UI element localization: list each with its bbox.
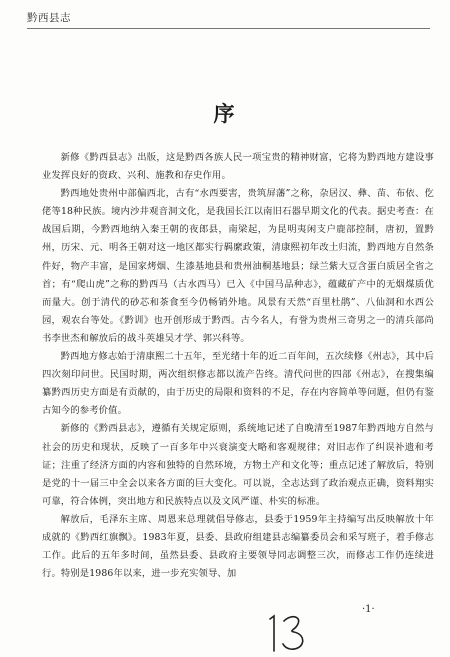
preface-title: 序 xyxy=(213,101,237,126)
paragraph-4: 新修的《黔西县志》，遵循有关规定原则，系统地记述了自晚清至1987年黔西地方自然与社会的历史和现状，反映了一百多年中兴衰演变大略和客观规律；对旧志作了纠误补遗和考证；注重了经济方面的内容和独特的自然环境，方物土产和文化等；重点记述了解放后，特别是党的十一届三中全会以来各方面的巨大变化。可以说，全志达到了政治观点正确，资料翔实可靠，符合体例，突出地方和民族特点以及文风严谨、朴实的标准。 xyxy=(42,423,434,507)
header-rule xyxy=(27,28,430,29)
preface-body xyxy=(42,149,434,583)
paragraph-3: 黔西地方修志始于清康熙二十五年，至光绪十年的近二百年间，五次续修《州志》，其中后四次刻印问世。民国时期，两次组织修志都以流产告终。清代问世的四部《州志》，在搜集编纂黔西历史方面是有贡献的，由于历史的局限和资料的不足，存在内容简单等问题，但仍有鉴古知今的参考价值。 xyxy=(42,351,434,417)
handwritten-page-mark xyxy=(264,611,312,655)
paragraph-5: 解放后，毛泽东主席、周恩来总理就倡导修志，县委于1959年主持编写出反映解放十年成就的《黔西红旗飘》。1983年夏，县委、县政府组建县志编纂委员会和采写班子，着手修志工作。此后的五年多时间，虽然县委、县政府主要领导同志调整三次，而修志工作仍连续进行。特别是1986年以来，进一步充实领导、加 xyxy=(42,513,434,580)
page-number: ·1· xyxy=(362,604,375,615)
paragraph-1: 新修《黔西县志》出版，这是黔西各族人民一项宝贵的精神财富，它将为黔西地方建设事业发挥良好的资政、兴利、施教和存史作用。 xyxy=(42,152,434,182)
running-header: 黔西县志 xyxy=(27,12,71,24)
paragraph-2: 黔西地处贵州中部偏西北，古有“水西要害，贵筑屏藩”之称，杂居汉、彝、苗、布依、仡佬等18种民族。境内沙井观音洞文化，是我国长江以南旧石器早期文化的代表。据史考查：在战国后期，今黔西地纳入秦王朝的夜郎县，南梁起，为昆明夷闲支户鹿部控制，唐初，置黔州，历宋、元、明各王朝对这一地区都实行羁縻政策，清康熙初年改土归流，黔西地方自然条件好，物产丰富，是国家烤烟、生漆基地县和贵州油桐基地县；绿兰紫大豆含蛋白质居全省之首；有“爬山虎”之称的黔西马（古水西马）已入《中国马品种志》，蕴藏矿产中的无烟煤质优而量大。创于清代的砂芯和茶食至今仍畅销外地。风景有天然“百里杜鹃”、八仙洞和水西公园，观农台等处。《黔训》也开创形成于黔西。古今名人，有誉为贵州三奇男之一的清兵部尚书李世杰和解放后的战斗英雄吴才学、郭兴科等。 xyxy=(42,188,434,344)
